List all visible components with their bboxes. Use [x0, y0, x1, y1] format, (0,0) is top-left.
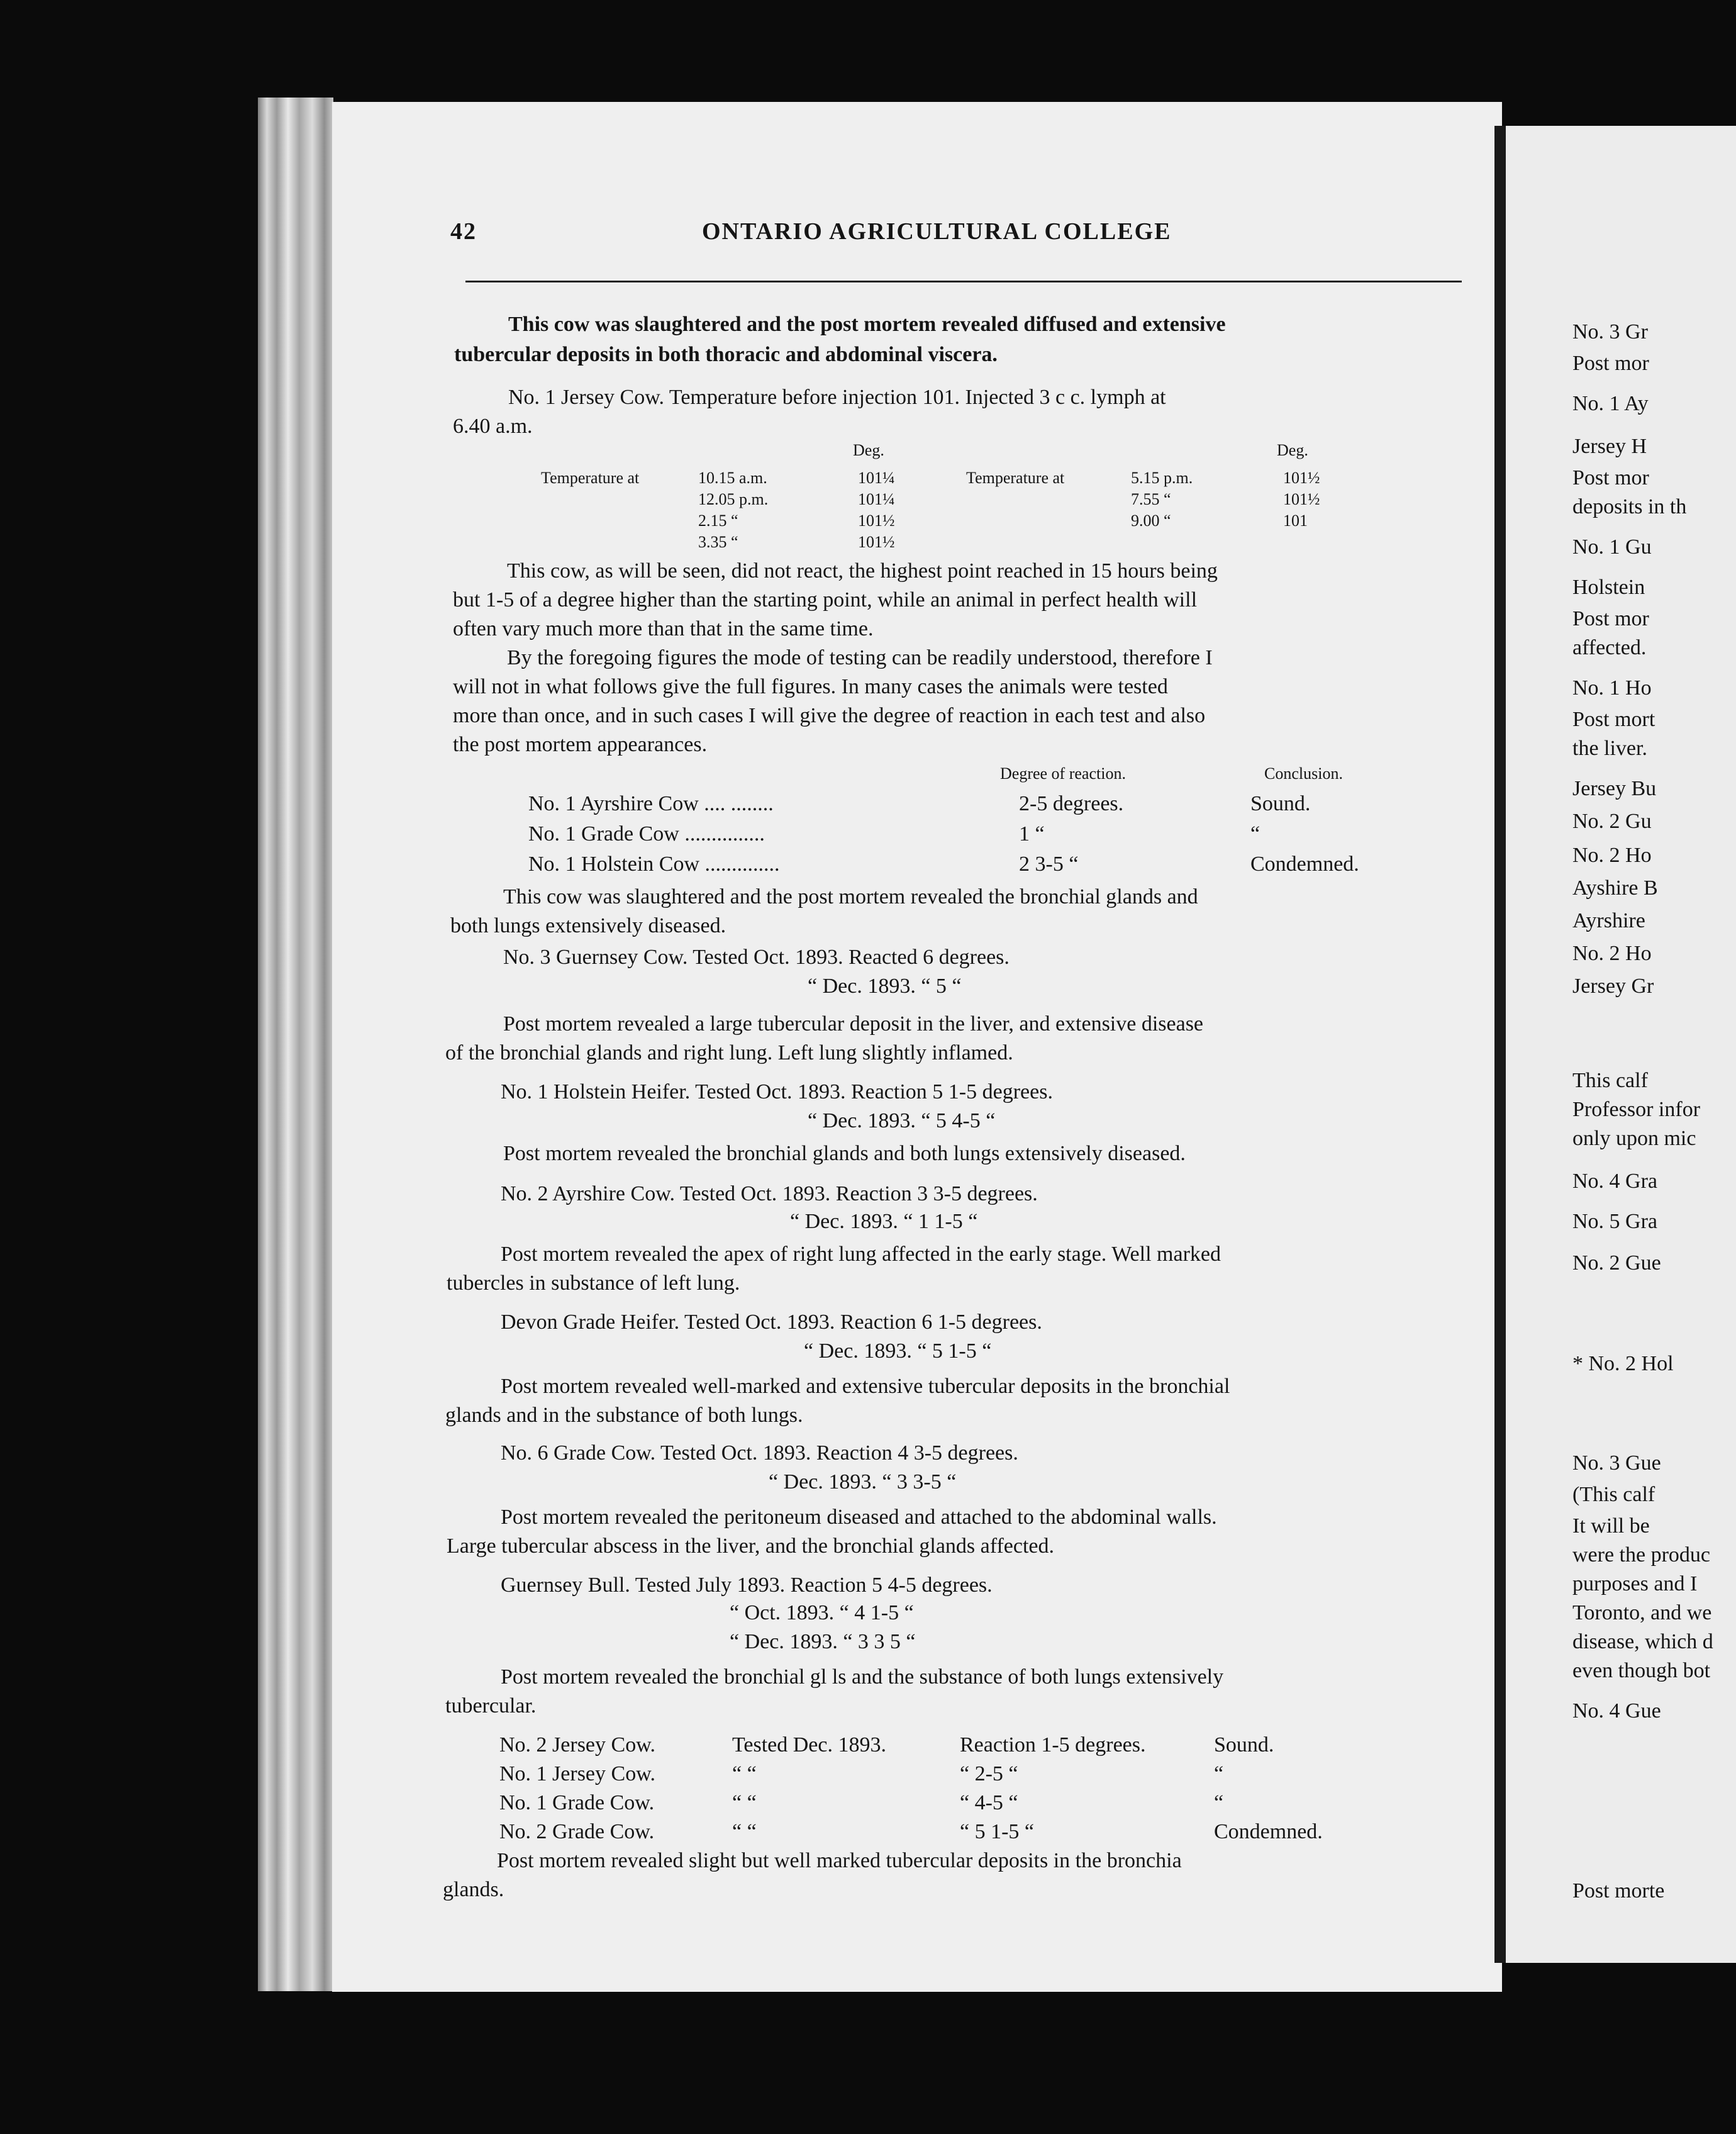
text-line: tubercular.	[445, 1694, 537, 1718]
deg-header-right: Deg.	[1277, 441, 1308, 459]
right-page-line: (This calf	[1572, 1483, 1655, 1506]
right-page-line: were the produc	[1572, 1543, 1711, 1567]
temp-time: 9.00 “	[1131, 511, 1171, 530]
temp-time: 12.05 p.m.	[698, 490, 769, 508]
right-page-line: This calf	[1572, 1069, 1648, 1092]
text-line: “ Dec. 1893. “ 3 3 5 “	[730, 1630, 916, 1653]
text-line: “ Dec. 1893. “ 5 “	[808, 975, 962, 998]
right-page-line: Holstein	[1572, 576, 1645, 599]
text-line: Large tubercular abscess in the liver, and the bronchial glands affected.	[447, 1534, 1054, 1558]
text-line: Guernsey Bull. Tested July 1893. Reaction 5 4-5 degrees.	[501, 1573, 993, 1597]
final-tested: “ “	[732, 1762, 757, 1785]
deg-header-left: Deg.	[853, 441, 884, 459]
text-line: more than once, and in such cases I will give the degree of reaction in each test and also	[453, 704, 1206, 727]
right-page-line: Post mort	[1572, 708, 1655, 731]
right-page-line: No. 2 Gu	[1572, 810, 1652, 833]
right-page-line: Jersey Gr	[1572, 975, 1654, 998]
right-page-line: Post mor	[1572, 466, 1649, 489]
reaction-degree: 2 3-5 “	[1019, 852, 1079, 876]
right-page-line: Post mor	[1572, 352, 1649, 375]
temp-deg: 101½	[1283, 469, 1320, 487]
text-line: will not in what follows give the full figures. In many cases the animals were tested	[453, 675, 1168, 698]
reaction-conclusion: Sound.	[1250, 792, 1311, 815]
right-page-line: No. 1 Ho	[1572, 676, 1652, 700]
temp-label-right: Temperature at	[966, 469, 1065, 487]
right-page-line: It will be	[1572, 1514, 1650, 1538]
final-animal: No. 2 Jersey Cow.	[499, 1733, 656, 1757]
text-line: “ Oct. 1893. “ 4 1-5 “	[730, 1601, 914, 1624]
text-line: “ Dec. 1893. “ 5 4-5 “	[808, 1109, 996, 1132]
text-line: No. 2 Ayrshire Cow. Tested Oct. 1893. Reaction 3 3-5 degrees.	[501, 1182, 1038, 1205]
right-page-line: deposits in th	[1572, 495, 1687, 518]
col-degree-header: Degree of reaction.	[1000, 764, 1126, 783]
temp-deg: 101	[1283, 511, 1308, 530]
right-page-line: Professor infor	[1572, 1098, 1701, 1121]
temp-time: 2.15 “	[698, 511, 738, 530]
page-number: 42	[450, 218, 477, 245]
right-page-line: Post morte	[1572, 1879, 1665, 1902]
text-line: No. 1 Jersey Cow. Temperature before injection 101. Injected 3 c c. lymph at	[508, 386, 1166, 409]
text-line: Post mortem revealed the bronchial glands and both lungs extensively diseased.	[503, 1142, 1186, 1165]
right-page-line: disease, which d	[1572, 1630, 1713, 1653]
col-conclusion-header: Conclusion.	[1264, 764, 1343, 783]
text-line: often vary much more than that in the same time.	[453, 617, 874, 640]
text-line: Post mortem revealed the apex of right lung affected in the early stage. Well marked	[501, 1243, 1221, 1266]
final-reaction: Reaction 1-5 degrees.	[960, 1733, 1146, 1757]
final-animal: No. 1 Jersey Cow.	[499, 1762, 656, 1785]
text-line: glands and in the substance of both lungs.	[445, 1404, 803, 1427]
text-line: Post mortem revealed the peritoneum diseased and attached to the abdominal walls.	[501, 1506, 1217, 1529]
final-animal: No. 1 Grade Cow.	[499, 1791, 655, 1814]
reaction-degree: 1 “	[1019, 822, 1045, 846]
final-reaction: “ 5 1-5 “	[960, 1820, 1035, 1843]
temp-time: 3.35 “	[698, 533, 738, 551]
temp-deg: 101½	[858, 533, 895, 551]
temp-label-left: Temperature at	[541, 469, 640, 487]
book-spine-edge	[258, 98, 333, 1991]
temp-deg: 101½	[1283, 490, 1320, 508]
text-line: tubercular deposits in both thoracic and abdominal viscera.	[454, 343, 998, 366]
right-page-line: the liver.	[1572, 737, 1647, 760]
temp-deg: 101¼	[858, 469, 895, 487]
reaction-conclusion: “	[1250, 822, 1260, 846]
text-line: No. 1 Holstein Heifer. Tested Oct. 1893. Reaction 5 1-5 degrees.	[501, 1080, 1053, 1103]
final-conclusion: “	[1214, 1791, 1224, 1814]
right-page-line: No. 2 Ho	[1572, 844, 1652, 867]
final-tested: “ “	[732, 1820, 757, 1843]
right-page-line: No. 2 Ho	[1572, 942, 1652, 965]
temp-time: 7.55 “	[1131, 490, 1171, 508]
reaction-animal: No. 1 Holstein Cow ..............	[528, 852, 780, 876]
reaction-degree: 2-5 degrees.	[1019, 792, 1124, 815]
right-page-line: No. 1 Gu	[1572, 535, 1652, 559]
text-line: “ Dec. 1893. “ 3 3-5 “	[769, 1470, 957, 1494]
text-line: the post mortem appearances.	[453, 733, 708, 756]
right-page-line: No. 1 Ay	[1572, 392, 1649, 415]
text-line: This cow was slaughtered and the post mortem revealed diffused and extensive	[508, 313, 1226, 336]
right-page-line: Jersey H	[1572, 435, 1647, 458]
right-page-line: purposes and I	[1572, 1572, 1698, 1595]
reaction-animal: No. 1 Grade Cow ...............	[528, 822, 765, 846]
final-reaction: “ 4-5 “	[960, 1791, 1018, 1814]
final-reaction: “ 2-5 “	[960, 1762, 1018, 1785]
reaction-animal: No. 1 Ayrshire Cow .... ........	[528, 792, 774, 815]
right-page-line: No. 3 Gr	[1572, 320, 1648, 344]
text-line: 6.40 a.m.	[453, 415, 533, 438]
right-page-line: Ayrshire	[1572, 909, 1645, 932]
text-line: but 1-5 of a degree higher than the starting point, while an animal in perfect health will	[453, 588, 1198, 612]
text-line: Devon Grade Heifer. Tested Oct. 1893. Reaction 6 1-5 degrees.	[501, 1310, 1042, 1334]
final-conclusion: Condemned.	[1214, 1820, 1323, 1843]
right-page-line: Toronto, and we	[1572, 1601, 1712, 1624]
temp-time: 5.15 p.m.	[1131, 469, 1193, 487]
final-animal: No. 2 Grade Cow.	[499, 1820, 655, 1843]
right-page-line: only upon mic	[1572, 1127, 1696, 1150]
final-tested: Tested Dec. 1893.	[732, 1733, 886, 1757]
right-page-line: * No. 2 Hol	[1572, 1352, 1674, 1375]
text-line: Post mortem revealed a large tubercular deposit in the liver, and extensive disease	[503, 1012, 1204, 1036]
running-head: ONTARIO AGRICULTURAL COLLEGE	[702, 218, 1172, 245]
right-page-line: affected.	[1572, 636, 1647, 659]
final-conclusion: Sound.	[1214, 1733, 1274, 1757]
right-page-line: Jersey Bu	[1572, 777, 1657, 800]
text-line: Post mortem revealed well-marked and extensive tubercular deposits in the bronchial	[501, 1375, 1230, 1398]
right-page-line: even though bot	[1572, 1659, 1711, 1682]
text-line: “ Dec. 1893. “ 5 1-5 “	[804, 1339, 992, 1363]
header-rule	[465, 281, 1462, 282]
reaction-conclusion: Condemned.	[1250, 852, 1359, 876]
text-line: both lungs extensively diseased.	[450, 914, 726, 937]
text-line: By the foregoing figures the mode of testing can be readily understood, therefore I	[507, 646, 1213, 669]
right-page-line: Ayshire B	[1572, 876, 1658, 900]
right-page-line: No. 5 Gra	[1572, 1210, 1658, 1233]
final-conclusion: “	[1214, 1762, 1224, 1785]
temp-time: 10.15 a.m.	[698, 469, 767, 487]
text-line: “ Dec. 1893. “ 1 1-5 “	[790, 1210, 978, 1233]
text-line: Post mortem revealed slight but well marked tubercular deposits in the bronchia	[497, 1849, 1182, 1872]
right-page-line: No. 2 Gue	[1572, 1251, 1661, 1275]
right-page-line: No. 3 Gue	[1572, 1451, 1661, 1475]
text-line: This cow, as will be seen, did not react, the highest point reached in 15 hours being	[507, 559, 1218, 583]
text-line: No. 3 Guernsey Cow. Tested Oct. 1893. Reacted 6 degrees.	[503, 946, 1010, 969]
right-page-line: No. 4 Gue	[1572, 1699, 1661, 1723]
text-line: This cow was slaughtered and the post mortem revealed the bronchial glands and	[503, 885, 1198, 908]
text-line: tubercles in substance of left lung.	[447, 1271, 740, 1295]
final-tested: “ “	[732, 1791, 757, 1814]
text-line: Post mortem revealed the bronchial gl ls and the substance of both lungs extensively	[501, 1665, 1224, 1689]
right-page-line: Post mor	[1572, 607, 1649, 630]
text-line: No. 6 Grade Cow. Tested Oct. 1893. Reaction 4 3-5 degrees.	[501, 1441, 1018, 1465]
text-line: glands.	[443, 1878, 504, 1901]
right-page-line: No. 4 Gra	[1572, 1170, 1658, 1193]
temp-deg: 101½	[858, 511, 895, 530]
temp-deg: 101¼	[858, 490, 895, 508]
text-line: of the bronchial glands and right lung. Left lung slightly inflamed.	[445, 1041, 1013, 1064]
